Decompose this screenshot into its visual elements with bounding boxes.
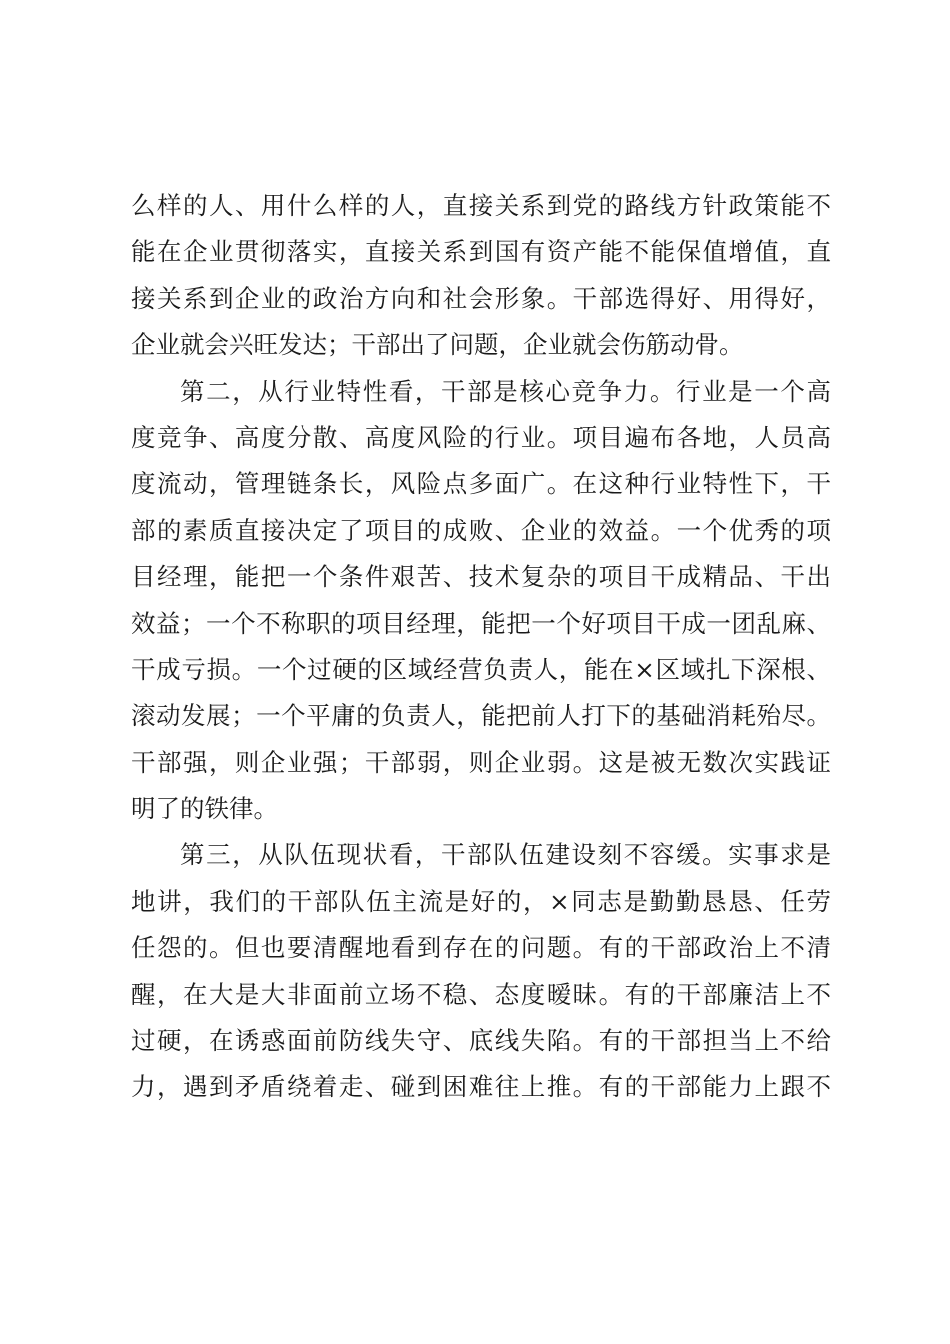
text-line: 第二，从行业特性看，干部是核心竞争力。行业是一个高 xyxy=(180,376,831,406)
paragraph-1 xyxy=(131,183,831,369)
text-line: 地讲，我们的干部队伍主流是好的，×同志是勤勤恳恳、任劳 xyxy=(131,886,831,916)
body-text xyxy=(131,183,831,1111)
text-line: 接关系到企业的政治方向和社会形象。干部选得好、用得好， xyxy=(131,283,831,313)
text-line: 效益；一个不称职的项目经理，能把一个好项目干成一团乱麻、 xyxy=(131,608,831,638)
text-line: 滚动发展；一个平庸的负责人，能把前人打下的基础消耗殆尽。 xyxy=(131,701,831,731)
text-line: 能在企业贯彻落实，直接关系到国有资产能不能保值增值，直 xyxy=(131,237,831,267)
text-line: 度竞争、高度分散、高度风险的行业。项目遍布各地，人员高 xyxy=(131,422,831,452)
text-line: 部的素质直接决定了项目的成败、企业的效益。一个优秀的项 xyxy=(131,515,831,545)
text-line: 企业就会兴旺发达；干部出了问题，企业就会伤筋动骨。 xyxy=(131,330,744,360)
text-line: 明了的铁律。 xyxy=(131,794,278,824)
text-line: 力，遇到矛盾绕着走、碰到困难往上推。有的干部能力上跟不 xyxy=(131,1072,831,1102)
text-line: 干部强，则企业强；干部弱，则企业弱。这是被无数次实践证 xyxy=(131,747,831,777)
text-line: 过硬，在诱惑面前防线失守、底线失陷。有的干部担当上不给 xyxy=(131,1026,831,1056)
text-line: 醒，在大是大非面前立场不稳、态度暧昧。有的干部廉洁上不 xyxy=(131,979,831,1009)
text-line: 度流动，管理链条长，风险点多面广。在这种行业特性下，干 xyxy=(131,469,831,499)
text-line: 第三，从队伍现状看，干部队伍建设刻不容缓。实事求是 xyxy=(180,840,831,870)
text-line: 任怨的。但也要清醒地看到存在的问题。有的干部政治上不清 xyxy=(131,933,831,963)
text-line: 么样的人、用什么样的人，直接关系到党的路线方针政策能不 xyxy=(131,191,831,220)
paragraph-2 xyxy=(131,369,831,833)
text-line: 目经理，能把一个条件艰苦、技术复杂的项目干成精品、干出 xyxy=(131,562,831,592)
text-line: 干成亏损。一个过硬的区域经营负责人，能在×区域扎下深根、 xyxy=(131,654,831,684)
paragraph-3 xyxy=(131,832,831,1110)
